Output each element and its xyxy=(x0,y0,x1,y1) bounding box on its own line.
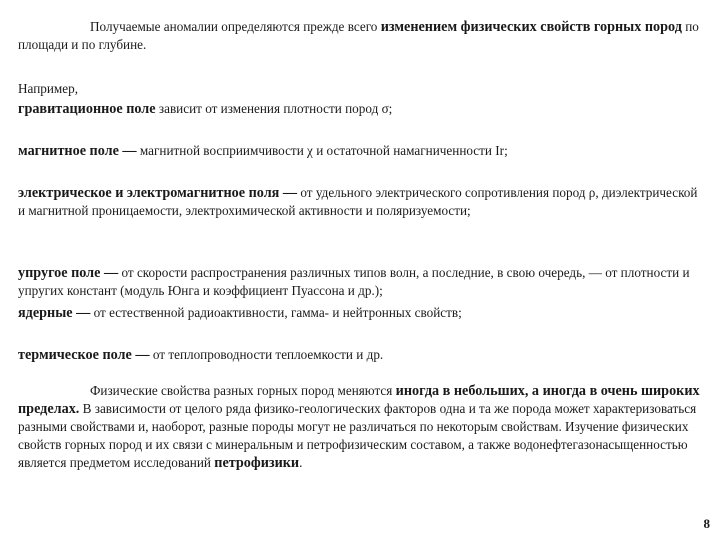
gravity-term: гравитационное поле xyxy=(18,101,156,117)
gravity-text: зависит от изменения плотности пород σ; xyxy=(155,101,393,116)
thermal-text: от теплопроводности теплоемкости и др. xyxy=(149,347,384,362)
nuclear-item xyxy=(18,304,462,322)
summary-emphasis: иногда в небольших, а иногда в очень широких пределах. xyxy=(18,383,700,417)
intro-emphasis: изменением физических свойств горных пород xyxy=(380,19,682,35)
example-label: Например, xyxy=(18,81,79,96)
gravity-item xyxy=(18,100,392,118)
summary-end: . xyxy=(299,455,303,470)
electric-text: от удельного электрического сопротивления пород ρ, диэлектрической и магнитной проницаемости, электрохимической активности и поляризуемости; xyxy=(18,185,698,218)
summary-paragraph xyxy=(18,382,702,472)
summary-keyword: петрофизики xyxy=(214,455,300,471)
magnetic-term: магнитное поле — xyxy=(18,143,137,159)
thermal-item xyxy=(18,346,383,364)
electric-term: электрическое и электромагнитное поля — xyxy=(18,185,298,201)
intro-tail: по площади и по глубине. xyxy=(18,19,699,52)
intro-paragraph xyxy=(18,18,702,54)
elastic-text: от скорости распространения различных типов волн, а последние, в свою очередь, — от плотности и упругих констант (модуль Юнга и коэффициент Пуассона и др.); xyxy=(18,265,690,298)
elastic-item xyxy=(18,264,702,300)
nuclear-term: ядерные — xyxy=(18,305,91,321)
electric-item xyxy=(18,184,702,220)
elastic-term: упругое поле — xyxy=(18,265,119,281)
magnetic-item xyxy=(18,142,508,160)
nuclear-text: от естественной радиоактивности, гамма- и нейтронных свойств; xyxy=(90,305,462,320)
summary-text-a: Физические свойства разных горных пород меняются xyxy=(90,383,396,398)
page-number: 8 xyxy=(703,516,710,531)
summary-text-c: В зависимости от целого ряда физико-геологических факторов одна и та же порода может характеризоваться разными свойствами и, наоборот, разные породы могут не различаться по некоторым свойствам. Изучение физических свойств горных пород и их связи с минеральным и петрофизическим составом, а также водонефтегазонасыщенностью является предметом исследований xyxy=(18,401,697,470)
intro-text: Получаемые аномалии определяются прежде всего xyxy=(90,19,381,34)
thermal-term: термическое поле — xyxy=(18,347,150,363)
magnetic-text: магнитной восприимчивости χ и остаточной намагниченности Ir; xyxy=(136,143,508,158)
